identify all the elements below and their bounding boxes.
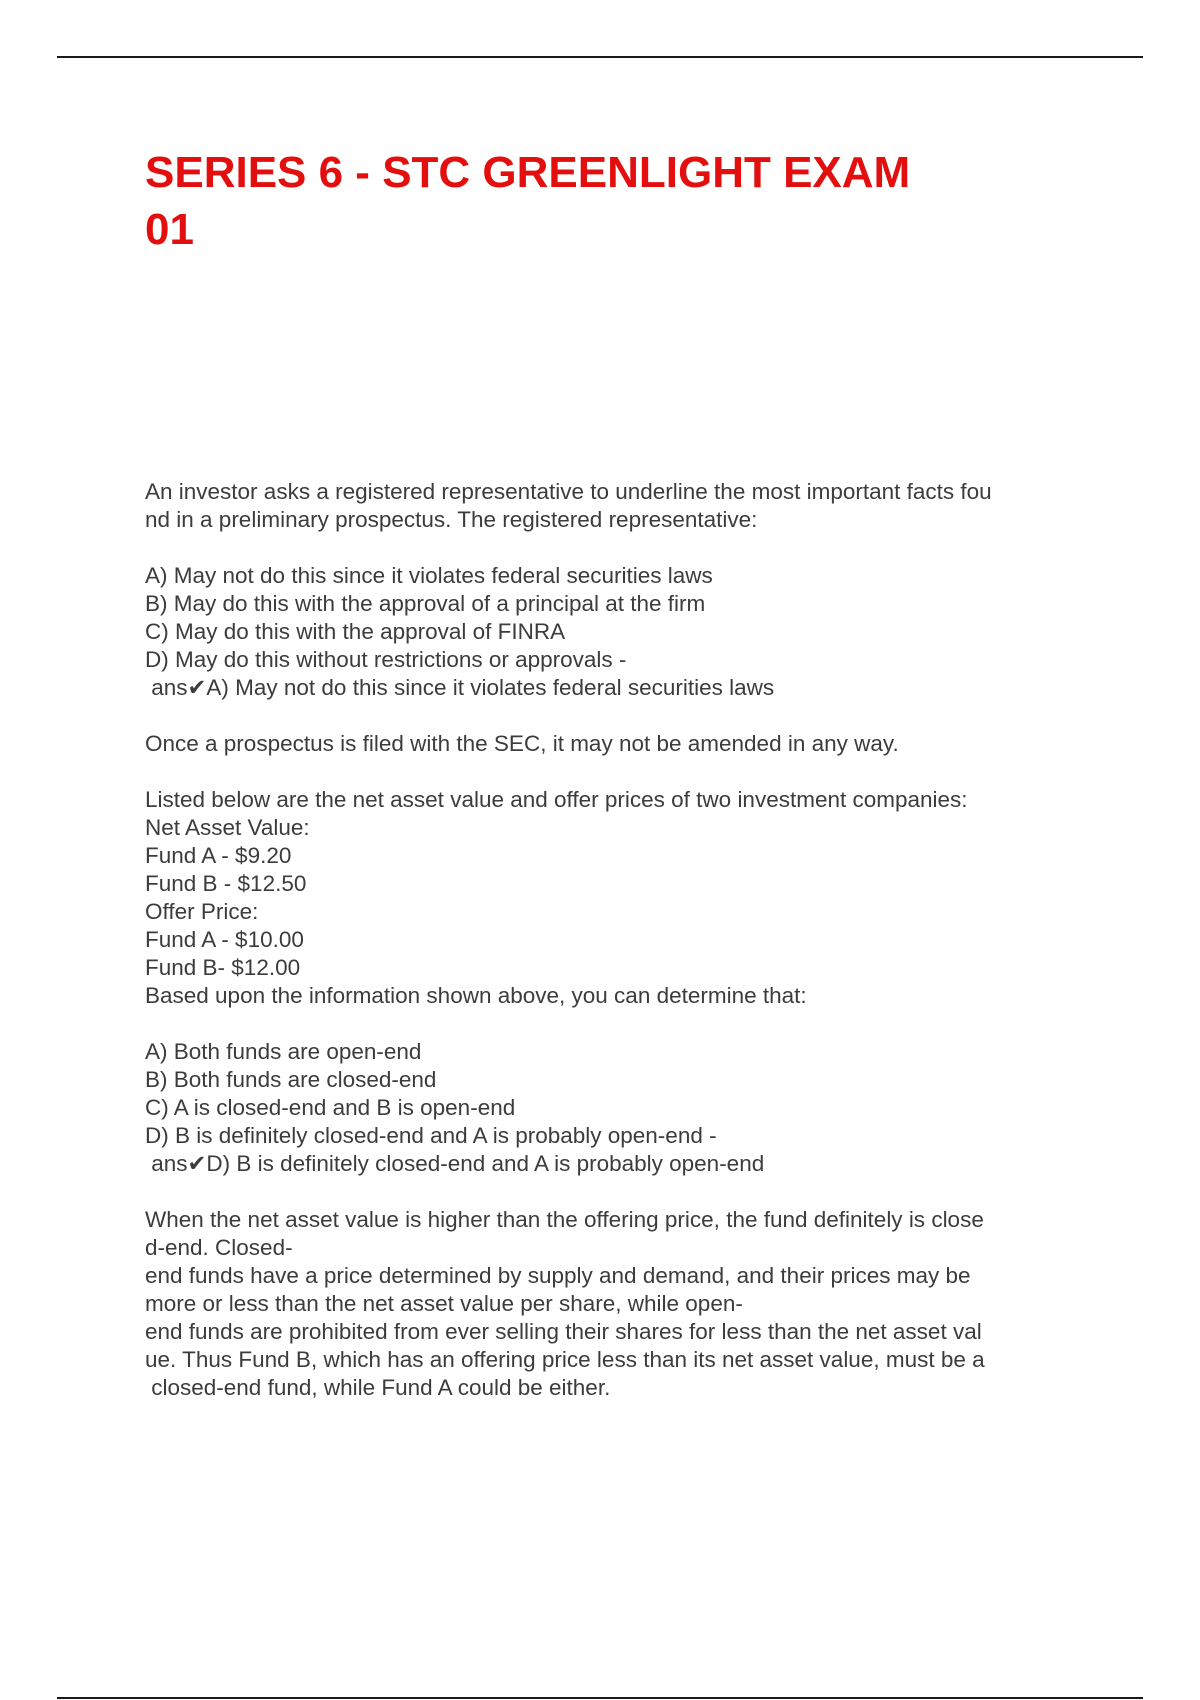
question-1-stem (145, 478, 1095, 534)
question-2-stem (145, 786, 1095, 1010)
text-line: When the net asset value is higher than the offering price, the fund definitely is close (145, 1207, 984, 1232)
text-line: end funds have a price determined by supply and demand, and their prices may be (145, 1263, 971, 1288)
text-line: Based upon the information shown above, you can determine that: (145, 983, 807, 1008)
option-line: C) A is closed-end and B is open-end (145, 1095, 516, 1120)
document-body (145, 478, 1095, 1402)
option-line: B) Both funds are closed-end (145, 1067, 437, 1092)
title-line: 01 (145, 205, 194, 254)
document-title (145, 144, 1045, 258)
text-line: closed-end fund, while Fund A could be either. (145, 1375, 611, 1400)
bottom-rule (57, 1697, 1143, 1699)
answer-line: ans✔A) May not do this since it violates federal securities laws (145, 675, 775, 700)
answer-line: ans✔D) B is definitely closed-end and A is probably open-end (145, 1151, 765, 1176)
text-line: Fund A - $10.00 (145, 927, 304, 952)
text-line: Fund B- $12.00 (145, 955, 301, 980)
text-line: d-end. Closed- (145, 1235, 293, 1260)
top-rule (57, 56, 1143, 58)
text-line: Fund A - $9.20 (145, 843, 292, 868)
text-line: Fund B - $12.50 (145, 871, 307, 896)
option-line: A) May not do this since it violates federal securities laws (145, 563, 713, 588)
text-line: An investor asks a registered representative to underline the most important facts fou (145, 479, 992, 504)
text-line: Once a prospectus is filed with the SEC, it may not be amended in any way. (145, 731, 899, 756)
text-line: nd in a preliminary prospectus. The registered representative: (145, 507, 758, 532)
option-line: D) May do this without restrictions or approvals - (145, 647, 627, 672)
question-2-options (145, 1038, 1095, 1178)
question-1-options (145, 562, 1095, 702)
text-line: end funds are prohibited from ever selling their shares for less than the net asset val (145, 1319, 982, 1344)
text-line: Net Asset Value: (145, 815, 310, 840)
option-line: C) May do this with the approval of FINRA (145, 619, 566, 644)
option-line: B) May do this with the approval of a principal at the firm (145, 591, 706, 616)
text-line: Listed below are the net asset value and offer prices of two investment companies: (145, 787, 968, 812)
question-1-explanation (145, 730, 1095, 758)
text-line: ue. Thus Fund B, which has an offering price less than its net asset value, must be a (145, 1347, 985, 1372)
option-line: A) Both funds are open-end (145, 1039, 422, 1064)
option-line: D) B is definitely closed-end and A is probably open-end - (145, 1123, 717, 1148)
text-line: more or less than the net asset value per share, while open- (145, 1291, 743, 1316)
question-2-explanation (145, 1206, 1095, 1402)
text-line: Offer Price: (145, 899, 259, 924)
title-line: SERIES 6 - STC GREENLIGHT EXAM (145, 148, 911, 197)
